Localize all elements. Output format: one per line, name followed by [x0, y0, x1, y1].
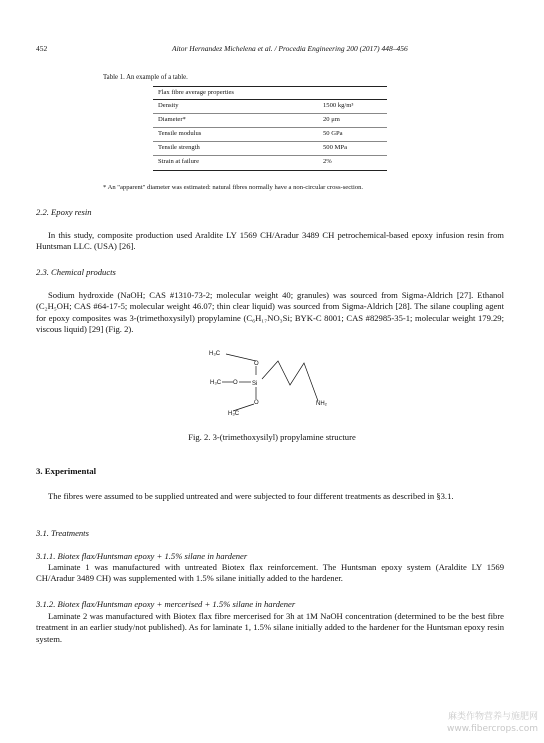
paragraph-text: Sodium hydroxide (NaOH; CAS #1310-73-2; molecular weight 40; granules) was sourced from Sigma-Aldrich [27]. Ethanol (C₂H₅OH; CAS #64-17-5; molecular weight 46.07; thin clear liquid) was sourced from Sigma-Aldrich [28]. The silane coupling agent for epoxy composites was 3-(trimethoxysilyl) propylamine (C₆H₁₇NO₃Si; BYK-C 8001; CAS #82985-35-1; molecular weight 179.29; viscous liquid) [29] (Fig. 2). — [36, 290, 504, 335]
table-row-rule — [153, 127, 387, 128]
struct-label: O — [233, 380, 238, 386]
watermark-line: www.fibercrops.com — [447, 724, 538, 734]
table-row — [158, 144, 386, 151]
section-heading-3-1: 3.1. Treatments — [36, 528, 89, 538]
paragraph-text: Laminate 2 was manufactured with Biotex flax fibre mercerised for 3h at 1M NaOH concentration (determined to be the best fibre treatment in an earlier study/not published). As for laminate 1, 1.5% silane initially added to the hardener for the Huntsman epoxy resin system. — [36, 611, 504, 644]
section-heading-3-1-1: 3.1.1. Biotex flax/Huntsman epoxy + 1.5% silane in hardener — [36, 551, 248, 561]
table-row-rule — [153, 141, 387, 142]
table-cell-value: 50 GPa — [323, 130, 343, 137]
table-top-rule — [153, 86, 387, 87]
section-heading-3-1-2: 3.1.2. Biotex flax/Huntsman epoxy + mercerised + 1.5% silane in hardener — [36, 599, 296, 609]
paragraph-text: In this study, composite production used Araldite LY 1569 CH/Aradur 3489 CH petrochemical-based epoxy infusion resin from Huntsman LLC. (USA) [26]. — [36, 230, 504, 252]
struct-label: NH₂ — [316, 401, 327, 407]
section-heading-2-2: 2.2. Epoxy resin — [36, 207, 92, 217]
paragraph-text: The fibres were assumed to be supplied untreated and were subjected to four different treatments as described in §3.1. — [48, 491, 454, 501]
table-cell-property: Density — [158, 102, 179, 109]
figure-caption: Fig. 2. 3-(trimethoxysilyl) propylamine structure — [188, 432, 356, 442]
table-cell-property: Tensile strength — [158, 144, 200, 151]
struct-label: O — [254, 361, 259, 367]
table-cell-property: Diameter* — [158, 116, 186, 123]
table-row — [158, 102, 386, 109]
table-cell-property: Tensile modulus — [158, 130, 202, 137]
watermark — [447, 711, 538, 735]
watermark-line: 麻类作物营养与施肥网 — [447, 712, 538, 722]
section-heading-3: 3. Experimental — [36, 466, 97, 476]
table-row — [158, 158, 386, 165]
table-caption: Table 1. An example of a table. — [103, 74, 188, 81]
chemical-structure-figure — [200, 341, 345, 421]
paragraph-laminate-2 — [36, 611, 504, 645]
bond-line — [233, 404, 254, 411]
paragraph-laminate-1 — [36, 562, 504, 585]
struct-label: Si — [252, 381, 258, 387]
table-row — [158, 116, 386, 123]
propyl-chain — [262, 361, 318, 401]
table-cell-value: 1500 kg/m³ — [323, 102, 354, 109]
table-cell-value: 2% — [323, 158, 332, 165]
struct-label: O — [254, 400, 259, 406]
struct-label: H₃C — [209, 351, 221, 357]
running-head: Aitor Hernandez Michelena et al. / Procedia Engineering 200 (2017) 448–456 — [172, 44, 408, 53]
section-heading-2-3: 2.3. Chemical products — [36, 267, 116, 277]
paragraph-text: Laminate 1 was manufactured with untreated Biotex flax reinforcement. The Huntsman epoxy system (Araldite LY 1569 CH/Aradur 3489 CH) was supplemented with 1.5% silane initially added to the hardener. — [36, 562, 504, 584]
paragraph-experimental — [36, 491, 504, 502]
table-head-rule — [153, 99, 387, 100]
struct-label: H₃C — [210, 380, 222, 386]
bond-line — [226, 354, 256, 361]
table-cell-value: 500 MPa — [323, 144, 347, 151]
paragraph-epoxy-resin — [36, 230, 504, 253]
table-row — [158, 130, 386, 137]
table-cell-value: 20 μm — [323, 116, 340, 123]
struct-label: H₃C — [228, 411, 240, 417]
table-row-rule — [153, 113, 387, 114]
table-heading: Flax fibre average properties — [158, 89, 234, 96]
table-cell-property: Strain at failure — [158, 158, 200, 165]
paragraph-chemical-products — [36, 290, 504, 336]
page-number: 452 — [36, 44, 48, 53]
table-footnote: * An "apparent" diameter was estimated: natural fibres normally have a non-circular cross-section. — [103, 184, 364, 191]
table-bottom-rule — [153, 170, 387, 171]
table-row-rule — [153, 155, 387, 156]
